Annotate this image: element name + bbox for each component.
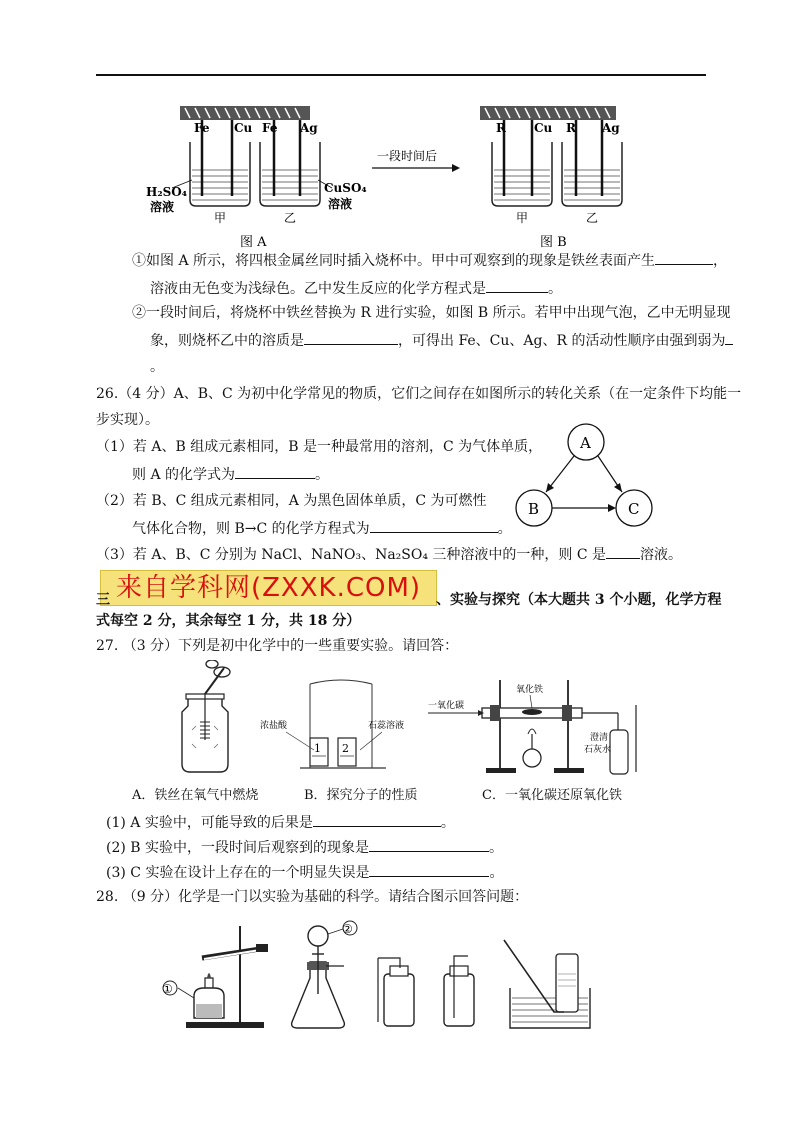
- beaker-yi-a: [260, 142, 320, 206]
- apparatus-gas-bottle-1: [378, 958, 414, 1026]
- q27-head: 27. （3 分）下列是初中化学中的一些重要实验。请回答：: [96, 638, 459, 654]
- beaker-jia-a: [190, 142, 250, 206]
- q28-head: 28. （9 分）化学是一门以实验为基础的科学。请结合图示回答问题：: [96, 889, 529, 905]
- metal-label-a1: Fe: [194, 121, 210, 135]
- q27-caption-c: C．一氧化碳还原氧化铁: [482, 788, 622, 803]
- metal-label-b4: Ag: [602, 121, 620, 135]
- q27-sub3: (3) C 实验在设计上存在的一个明显失误是 。: [106, 862, 503, 883]
- beaker-yi-label-a: 乙: [284, 211, 297, 225]
- cuso4-label: CuSO₄: [324, 181, 367, 195]
- co-label: 一氧化碳: [428, 701, 465, 711]
- figure-q27-experiments: [160, 660, 680, 780]
- experiment-b-molecules: [260, 680, 404, 768]
- experiment-c-co-reduction: [428, 680, 636, 774]
- answer-blank[interactable]: [304, 330, 398, 345]
- limewater-label-1: 澄清: [590, 733, 609, 743]
- fe2o3-label: 氧化铁: [516, 685, 544, 695]
- abc-cycle-diagram: [508, 420, 668, 538]
- hcl-label: 浓盐酸: [260, 721, 288, 731]
- answer-blank[interactable]: [655, 250, 713, 265]
- node-a-label: A: [580, 434, 591, 452]
- q26-sub1-line1: （1）若 A、B 组成元素相同，B 是一种最常用的溶剂，C 为气体单质，: [96, 439, 543, 455]
- q25-part2-line3: 。: [150, 359, 164, 375]
- q27-caption-b: B．探究分子的性质: [304, 788, 418, 803]
- answer-blank[interactable]: [486, 278, 548, 293]
- beaker-yi-label-b: 乙: [586, 211, 599, 225]
- figure-a-caption: 图 A: [240, 235, 267, 250]
- q26-head-line1: 26.（4 分）A、B、C 为初中化学常见的物质，它们之间存在如图所示的转化关系（在一定条件下均能一: [96, 386, 742, 402]
- metal-label-b1: R: [496, 121, 506, 135]
- marker-1: ①: [162, 982, 173, 996]
- watermark-banner: 来自学科网(ZXXK.COM): [100, 570, 437, 606]
- metal-label-a3: Fe: [262, 121, 278, 135]
- q25-part1-line2: 溶液由无色变为浅绿色。乙中发生反应的化学方程式是 。: [150, 278, 562, 299]
- beaker-1-label: 1: [314, 742, 321, 755]
- metal-label-b2: Cu: [534, 121, 553, 135]
- q27-caption-a: A．铁丝在氧气中燃烧: [132, 788, 259, 803]
- beaker-jia-label-b: 甲: [516, 211, 529, 225]
- beaker-2-label: 2: [342, 742, 349, 755]
- figure-metal-beakers: [140, 100, 630, 250]
- q27-sub1: (1) A 实验中，可能导致的后果是 。: [106, 812, 455, 833]
- h2so4-label: H₂SO₄: [146, 185, 187, 199]
- answer-blank[interactable]: [369, 862, 489, 877]
- apparatus-water-trough: [504, 940, 590, 1028]
- answer-blank[interactable]: [369, 837, 489, 852]
- answer-blank[interactable]: [370, 518, 498, 533]
- beaker-jia-label-a: 甲: [214, 211, 227, 225]
- experiment-a-iron-burning: [182, 660, 230, 772]
- apparatus-heating: [162, 926, 268, 1028]
- litmus-label: 石蕊溶液: [368, 721, 405, 731]
- apparatus-gas-bottle-2: [444, 956, 474, 1026]
- limewater-label-2: 石灰水: [584, 745, 612, 755]
- q26-sub2-line2: 气体化合物，则 B→C 的化学方程式为 。: [132, 518, 512, 539]
- q25-part2-line1: ②一段时间后，将烧杯中铁丝替换为 R 进行实验，如图 B 所示。若甲中出现气泡，乙中无明显现: [132, 305, 731, 321]
- answer-blank[interactable]: [606, 544, 640, 559]
- answer-blank[interactable]: [235, 464, 315, 479]
- answer-blank[interactable]: [725, 330, 733, 345]
- metal-label-b3: R: [566, 121, 576, 135]
- header-rule: [96, 74, 706, 76]
- apparatus-flask-funnel: [292, 921, 357, 1028]
- arrow-text: 一段时间后: [377, 149, 438, 163]
- beaker-yi-b: [562, 142, 622, 206]
- beaker-jia-b: [492, 142, 552, 206]
- q26-sub3: （3）若 A、B、C 分别为 NaCl、NaNO₃、Na₂SO₄ 三种溶液中的一种，则 C 是 溶液。: [96, 544, 682, 565]
- section3-line1: 、实验与探究（本大题共 3 个小题，化学方程: [436, 592, 722, 608]
- section3-line2: 式每空 2 分，其余每空 1 分，共 18 分）: [96, 613, 361, 629]
- answer-blank[interactable]: [313, 812, 441, 827]
- h2so4-solution-label: 溶液: [150, 200, 175, 214]
- q26-head-line2: 步实现）。: [96, 412, 159, 428]
- marker-2: ②: [342, 922, 353, 936]
- metal-label-a2: Cu: [234, 121, 253, 135]
- q25-part1-line1: ①如图 A 所示，将四根金属丝同时插入烧杯中。甲中可观察到的现象是铁丝表面产生 ，: [132, 250, 727, 271]
- q25-part2-line2: 象，则烧杯乙中的溶质是 ，可得出 Fe、Cu、Ag、R 的活动性顺序由强到弱为: [150, 330, 733, 351]
- figure-b-caption: 图 B: [540, 235, 567, 250]
- metal-label-a4: Ag: [300, 121, 318, 135]
- q27-sub2: (2) B 实验中，一段时间后观察到的现象是 。: [106, 837, 503, 858]
- section3-prefix: 三: [96, 592, 110, 608]
- node-b-label: B: [528, 500, 540, 518]
- figure-q28-apparatus: [160, 918, 600, 1038]
- q26-sub1-line2: 则 A 的化学式为 。: [132, 464, 329, 485]
- q26-sub2-line1: （2）若 B、C 组成元素相同，A 为黑色固体单质，C 为可燃性: [96, 493, 487, 509]
- cuso4-solution-label: 溶液: [328, 197, 353, 211]
- node-c-label: C: [628, 500, 640, 518]
